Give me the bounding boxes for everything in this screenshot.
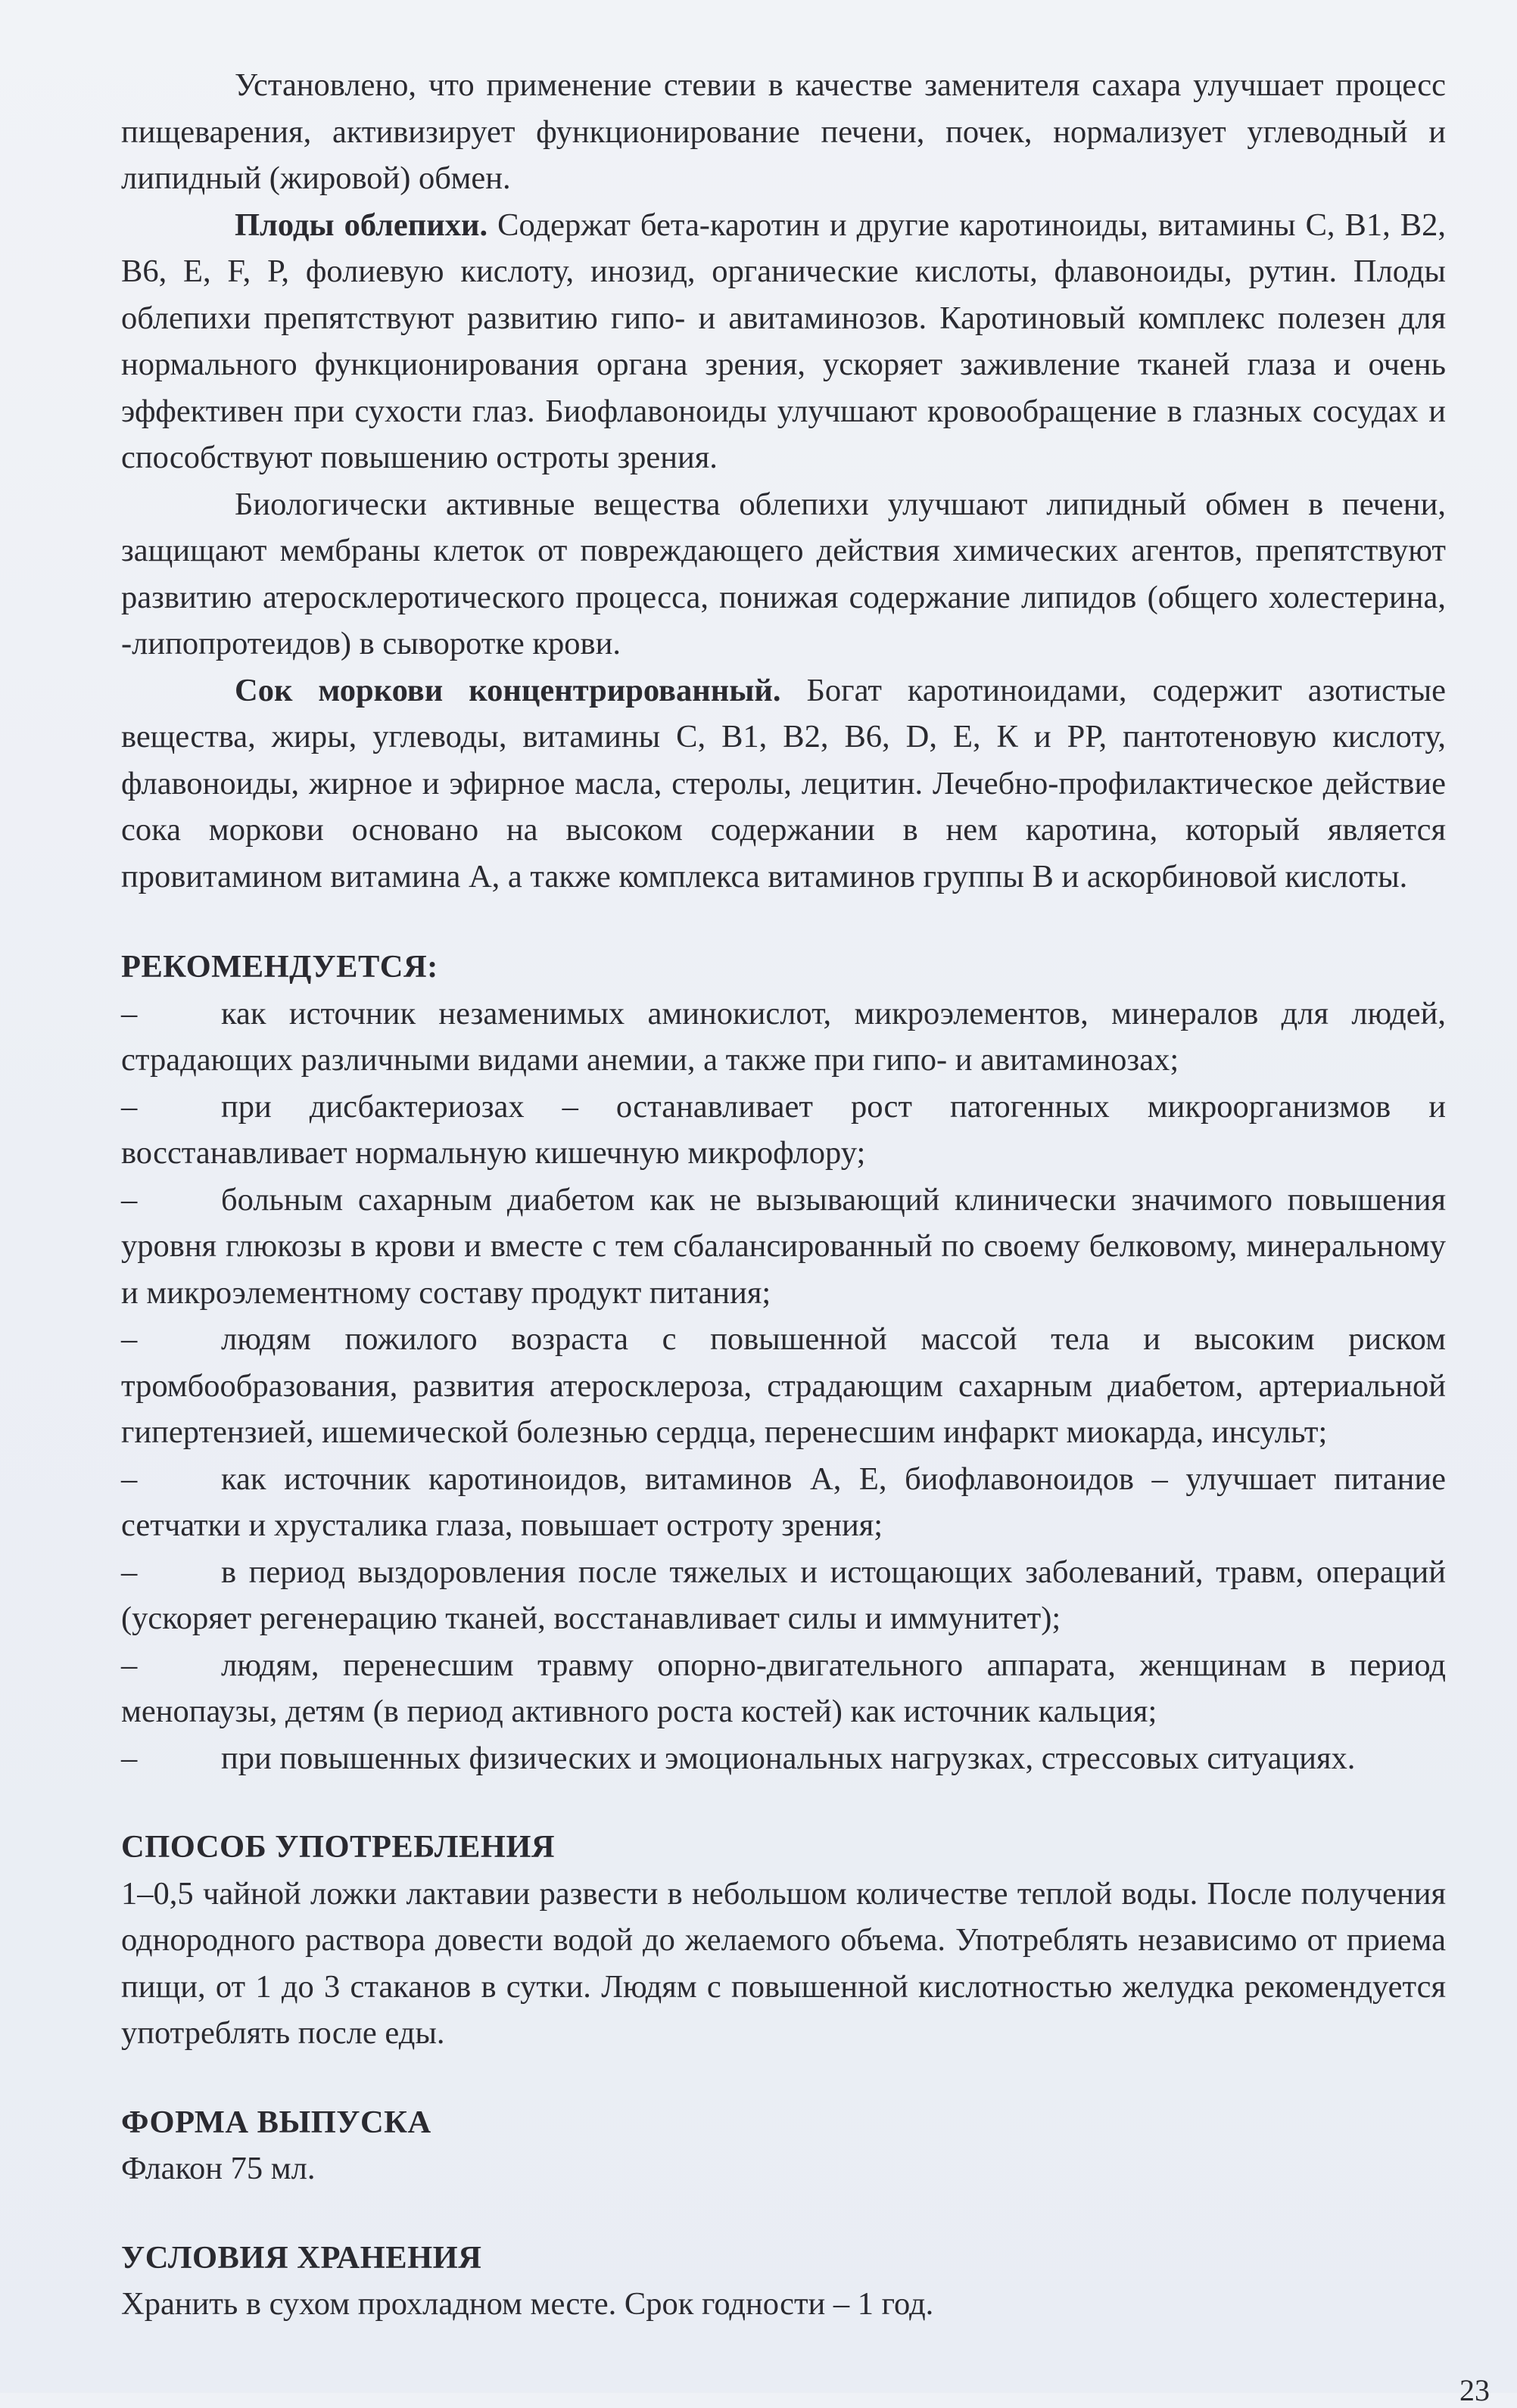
storage-text: Хранить в сухом прохладном месте. Срок годности – 1 год. <box>121 2286 934 2322</box>
paragraph-carrot-juice <box>121 667 1446 901</box>
list-item: – при повышенных физических и эмоциональных нагрузках, стрессовых ситуациях. <box>121 1735 1446 1782</box>
paragraph-sea-buckthorn <box>121 202 1446 481</box>
list-dash: – <box>121 1554 138 1590</box>
form-heading: ФОРМА ВЫПУСКА <box>121 2104 431 2140</box>
recommended-heading: РЕКОМЕНДУЕТСЯ: <box>121 949 438 985</box>
list-dash: – <box>121 995 138 1031</box>
sea-buckthorn-text: Содержат бета-каротин и другие каротиноиды, витамины С, В1, В2, В6, Е, F, Р, фолиевую кислоту, инозид, органические кислоты, флавоноиды, рутин. Плоды облепихи препятствуют развитию гипо- и авитаминозов. Каротиновый комплекс полезен для нормального функционирования органа зрения, ускоряет заживление тканей глаза и очень эффективен при сухости глаз. Биофлавоноиды улучшают кровообращение в глазных сосудах и способствуют повышению остроты зрения. <box>121 207 1446 475</box>
term-carrot-juice: Сок моркови концентрированный. <box>235 672 781 708</box>
paragraph-bioactive: Биологически активные вещества облепихи улучшают липидный обмен в печени, защищают мембраны клеток от повреждающего действия химических агентов, препятствуют развитию атеросклеротического процесса, понижая содержание липидов (общего холестерина, -липопротеидов) в сыворотке крови. <box>121 486 1446 661</box>
list-item: – как источник каротиноидов, витаминов А, Е, биофлавоноидов – улучшает питание сетчатки и хрусталика глаза, повышает остроту зрения; <box>121 1456 1446 1549</box>
page-content <box>121 62 1446 2328</box>
recommended-list <box>121 991 1446 1782</box>
list-dash: – <box>121 1461 138 1497</box>
carrot-juice-text: Богат каротиноидами, содержит азотистые вещества, жиры, углеводы, витамины С, В1, В2, В6, D, Е, К и РР, пантотеновую кислоту, флавоноиды, жирное и эфирное масла, стеролы, лецитин. Лечебно-профилактическое действие сока моркови основано на высоком содержании в нем каротина, который является провитамином витамина А, а также комплекса витаминов группы В и аскорбиновой кислоты. <box>121 672 1446 894</box>
list-dash: – <box>121 1740 138 1776</box>
list-item: – в период выздоровления после тяжелых и истощающих заболеваний, травм, операций (ускоряет регенерацию тканей, восстанавливает силы и иммунитет); <box>121 1549 1446 1642</box>
list-item: – больным сахарным диабетом как не вызывающий клинически значимого повышения уровня глюкозы в крови и вместе с тем сбалансированный по своему белковому, минеральному и микроэлементному составу продукт питания; <box>121 1177 1446 1317</box>
list-item: – людям пожилого возраста с повышенной массой тела и высоким риском тромбообразования, развития атеросклероза, страдающим сахарным диабетом, артериальной гипертензией, ишемической болезнью сердца, перенесшим инфаркт миокарда, инсульт; <box>121 1316 1446 1456</box>
list-dash: – <box>121 1088 138 1125</box>
usage-text: 1–0,5 чайной ложки лактавии развести в небольшом количестве теплой воды. После получения однородного раствора довести водой до желаемого объема. Употреблять независимо от приема пищи, от 1 до 3 стаканов в сутки. Людям с повышенной кислотностью желудка рекомендуется употреблять после еды. <box>121 1875 1446 2051</box>
page-number: 23 <box>1459 2373 1490 2407</box>
list-dash: – <box>121 1181 138 1218</box>
list-dash: – <box>121 1321 138 1357</box>
paragraph-stevia: Установлено, что применение стевии в качестве заменителя сахара улучшает процесс пищеварения, активизирует функционирование печени, почек, нормализует углеводный и липидный (жировой) обмен. <box>121 67 1446 196</box>
usage-heading: СПОСОБ УПОТРЕБЛЕНИЯ <box>121 1829 556 1865</box>
form-text: Флакон 75 мл. <box>121 2151 316 2186</box>
list-item: – людям, перенесшим травму опорно-двигательного аппарата, женщинам в период менопаузы, детям (в период активного роста костей) как источник кальция; <box>121 1642 1446 1735</box>
storage-heading: УСЛОВИЯ ХРАНЕНИЯ <box>121 2239 482 2276</box>
list-item: – при дисбактериозах – останавливает рост патогенных микроорганизмов и восстанавливает нормальную кишечную микрофлору; <box>121 1084 1446 1177</box>
term-sea-buckthorn: Плоды облепихи. <box>235 207 488 243</box>
list-dash: – <box>121 1647 138 1683</box>
list-item: – как источник незаменимых аминокислот, микроэлементов, минералов для людей, страдающих различными видами анемии, а также при гипо- и авитаминозах; <box>121 991 1446 1084</box>
